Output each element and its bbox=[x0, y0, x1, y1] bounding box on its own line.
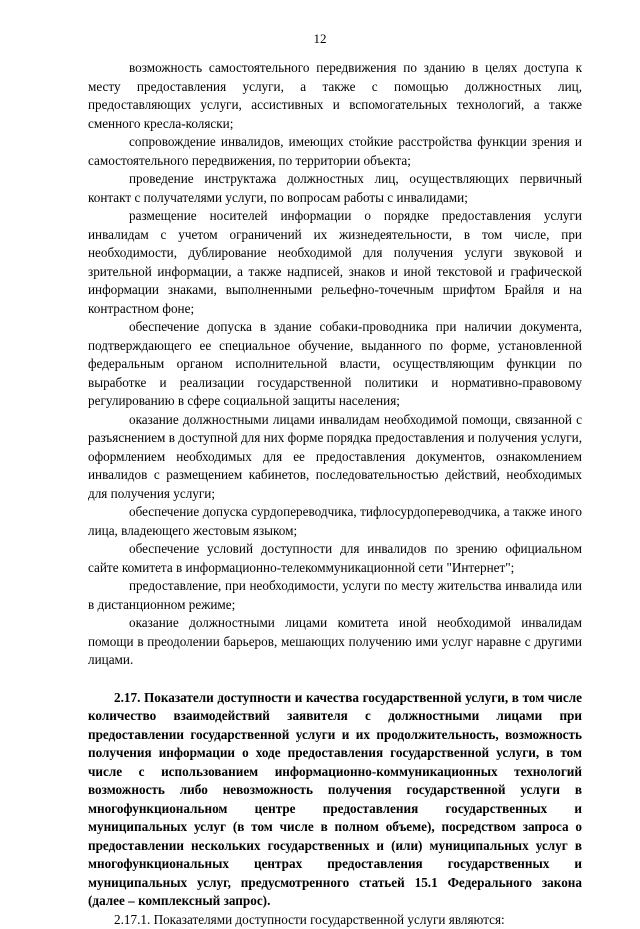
paragraph-2-17-1: 2.17.1. Показателями доступности государственной услуги являются: bbox=[88, 911, 582, 929]
paragraph-assistance: оказание должностными лицами инвалидам необходимой помощи, связанной с разъяснением в доступной для них форме порядка предоставления и получения услуги, оформлением необходимых для ее предоставления документов, ознакомлением инвалидов с размещением кабинетов, последовательностью действий, необходимых для получения услуги; bbox=[88, 411, 582, 504]
paragraph-information-carriers: размещение носителей информации о порядке предоставления услуги инвалидам с учетом ограничений их жизнедеятельности, в том числе, при необходимости, дублирование необходимой для получения услуги звуковой и зрительной информации, а также надписей, знаков и иной текстовой и графической информации знаками, выполненными рельефно-точечным шрифтом Брайля и на контрастном фоне; bbox=[88, 207, 582, 318]
section-heading-2-17: 2.17. Показатели доступности и качества государственной услуги, в том числе количество взаимодействий заявителя с должностными лицами при предоставлении государственной услуги и их продолжительность, возможность получения информации о ходе предоставления государственной услуги, в том числе с использованием информационно-коммуникационных технологий возможность либо невозможность получения государственной услуги в многофункциональном центре предоставления государственных и муниципальных услуг (в том числе в полном объеме), посредством запроса о предоставлении нескольких государственных и (или) муниципальных услуг в многофункциональных центрах предоставления государственных и муниципальных услуг, предусмотренного статьей 15.1 Федерального закона (далее – комплексный запрос). bbox=[88, 689, 582, 911]
body-text bbox=[88, 59, 582, 929]
paragraph-other-help: оказание должностными лицами комитета иной необходимой инвалидам помощи в преодолении барьеров, мешающих получению ими услуг наравне с другими лицами. bbox=[88, 614, 582, 670]
paragraph-movement: возможность самостоятельного передвижения по зданию в целях доступа к месту предоставления услуги, а также с помощью должностных лиц, предоставляющих услуги, ассистивных и вспомогательных технологий, а также сменного кресла-коляски; bbox=[88, 59, 582, 133]
paragraph-guide-dog: обеспечение допуска в здание собаки-проводника при наличии документа, подтверждающего ее специальное обучение, выданного по форме, установленной федеральным органом исполнительной власти, осуществляющим функции по выработке и реализации государственной политики и нормативно-правовому регулированию в сфере социальной защиты населения; bbox=[88, 318, 582, 411]
paragraph-website-accessibility: обеспечение условий доступности для инвалидов по зрению официальном сайте комитета в информационно-телекоммуникационной сети "Интернет"; bbox=[88, 540, 582, 577]
page-number: 12 bbox=[0, 31, 640, 47]
paragraph-escort: сопровождение инвалидов, имеющих стойкие расстройства функции зрения и самостоятельного передвижения, по территории объекта; bbox=[88, 133, 582, 170]
paragraph-sign-language: обеспечение допуска сурдопереводчика, тифлосурдопереводчика, а также иного лица, владеющего жестовым языком; bbox=[88, 503, 582, 540]
paragraph-remote-service: предоставление, при необходимости, услуги по месту жительства инвалида или в дистанционном режиме; bbox=[88, 577, 582, 614]
paragraph-briefing: проведение инструктажа должностных лиц, осуществляющих первичный контакт с получателями услуги, по вопросам работы с инвалидами; bbox=[88, 170, 582, 207]
